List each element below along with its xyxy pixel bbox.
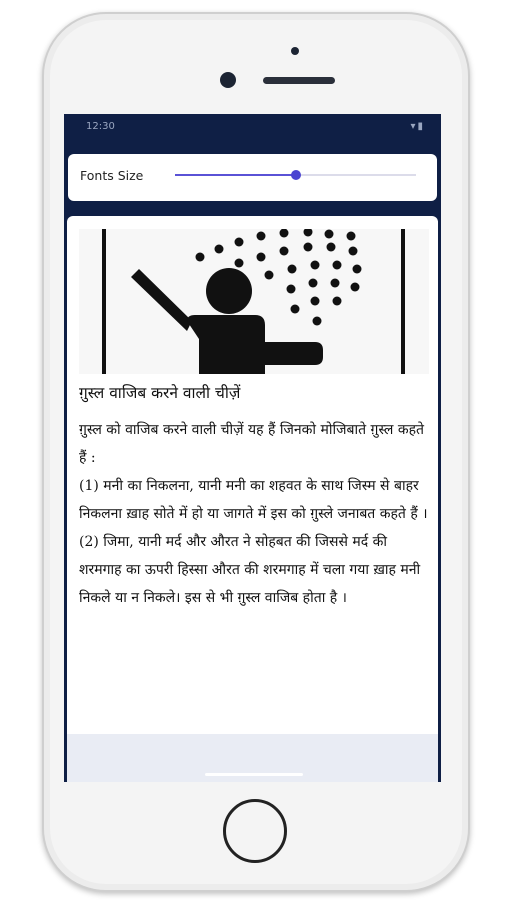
earpiece-speaker bbox=[263, 77, 335, 84]
home-button[interactable] bbox=[223, 799, 287, 863]
front-camera bbox=[220, 72, 236, 88]
slider-thumb[interactable] bbox=[291, 170, 301, 180]
article-body bbox=[79, 416, 431, 612]
article-paragraph: (2) जिमा, यानी मर्द और औरत ने सोहबत की जिससे मर्द की शरमगाह का ऊपरी हिस्सा औरत की शरमगाह में चला गया ख़ाह मनी निकले या न निकले। इस से भी ग़ुस्ल वाजिब होता है । bbox=[79, 534, 421, 606]
app-screen bbox=[64, 114, 441, 782]
status-bar bbox=[64, 114, 441, 142]
status-time: 12:30 bbox=[86, 121, 115, 132]
article-content[interactable] bbox=[67, 216, 438, 782]
slider-fill bbox=[175, 174, 296, 176]
article-paragraph: ग़ुस्ल को वाजिब करने वाली चीज़ें यह हैं जिनको मोजिबाते ग़ुस्ल कहते हैं : bbox=[79, 422, 424, 466]
font-size-card bbox=[68, 154, 437, 201]
font-size-slider[interactable] bbox=[175, 174, 416, 176]
home-indicator[interactable] bbox=[205, 773, 303, 776]
status-icons: ▾▮ bbox=[410, 121, 425, 132]
article-paragraph: (1) मनी का निकलना, यानी मनी का शहवत के साथ जिस्म से बाहर निकलना ख़ाह सोते में हो या जागते में इस को ग़ुस्ले जनाबत कहते हैं । bbox=[79, 478, 428, 522]
article-title: ग़ुस्ल वाजिब करने वाली चीज़ें bbox=[79, 384, 241, 402]
font-size-label: Fonts Size bbox=[80, 168, 144, 183]
shower-person-icon bbox=[79, 229, 429, 374]
front-sensor bbox=[291, 47, 299, 55]
